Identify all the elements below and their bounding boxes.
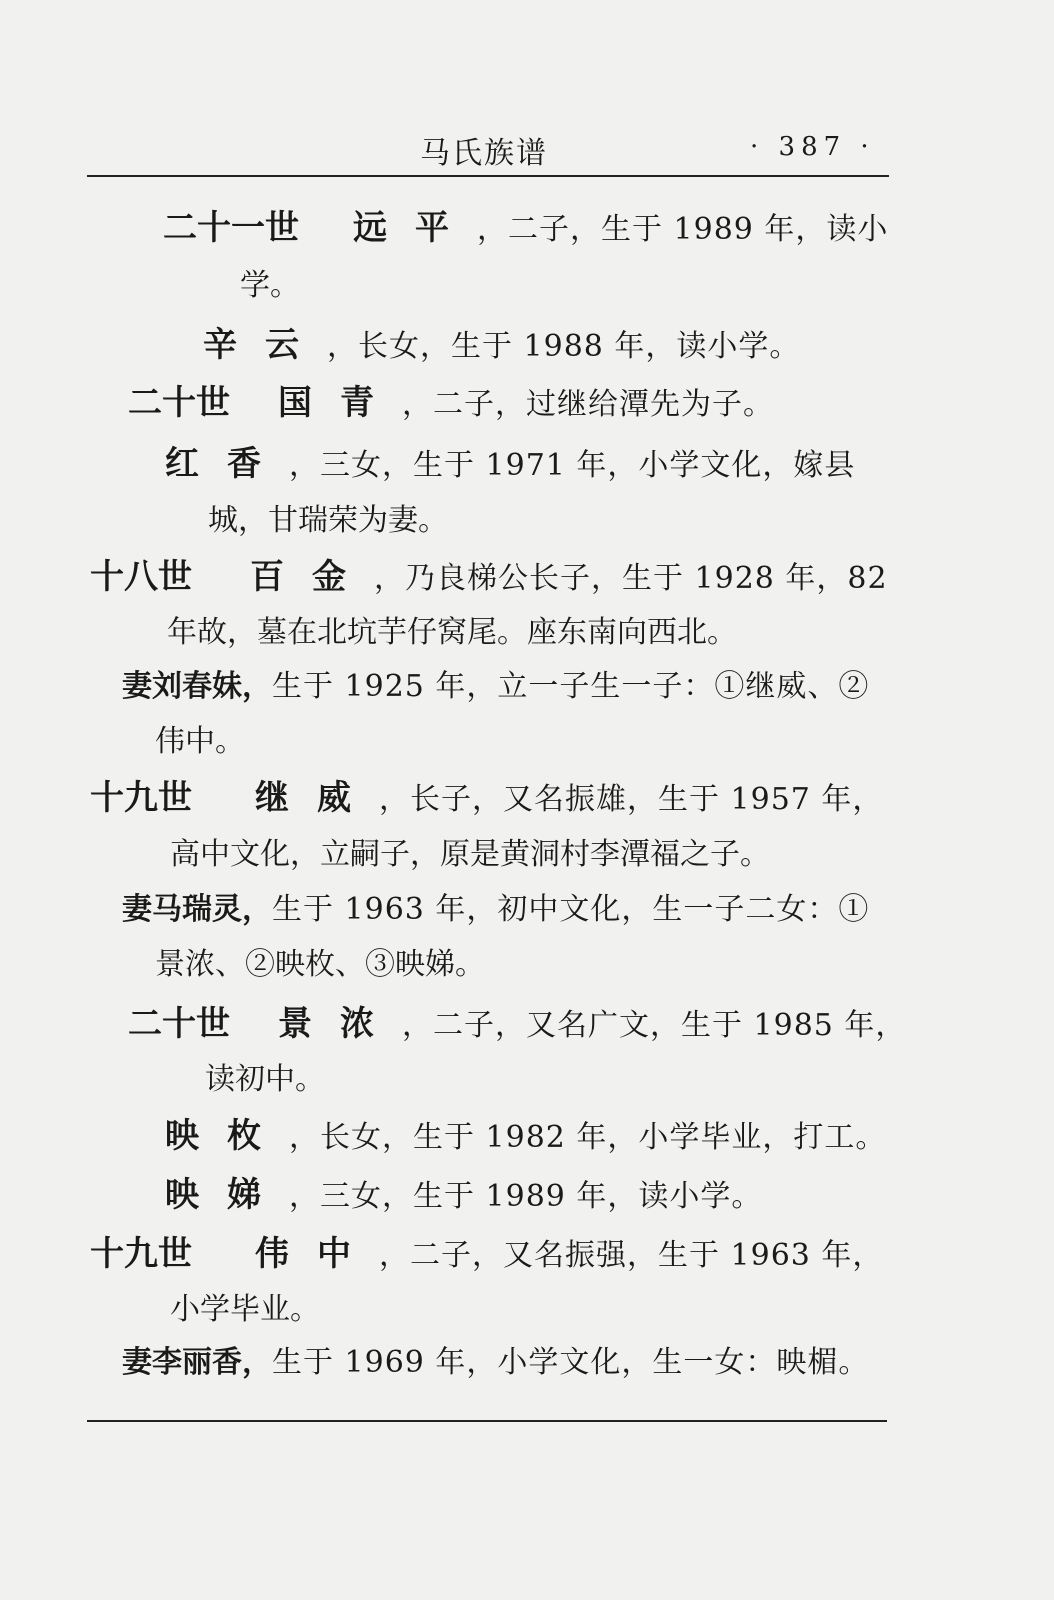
- entry-text: ，三女，生于 1971 年，小学文化，嫁县: [289, 448, 856, 483]
- entry-continuation: 高中文化，立嗣子，原是黄洞村李潭福之子。: [170, 837, 770, 872]
- entry-continuation: 城，甘瑞荣为妻。: [208, 503, 448, 538]
- person-name: 百金: [250, 557, 374, 597]
- person-name: 辛云: [203, 325, 327, 365]
- entry-text: ，二子，又名振强，生于 1963 年，: [379, 1238, 884, 1273]
- person-name: 红香: [165, 444, 289, 484]
- entry-line: [203, 327, 800, 365]
- entry-continuation: 读初中。: [205, 1062, 325, 1097]
- entry-text: ，二子，过继给潭先为子。: [402, 387, 774, 422]
- person-name: 景浓: [278, 1004, 402, 1044]
- page-header-title: 马氏族谱: [420, 136, 548, 171]
- person-name: 远平: [353, 208, 477, 248]
- entry-line: [90, 1236, 883, 1274]
- entry-text: ，三女，生于 1989 年，读小学。: [289, 1179, 763, 1214]
- entry-continuation: 年故，墓在北坑芋仔窝尾。座东南向西北。: [167, 615, 737, 650]
- entry-line: [128, 1006, 906, 1044]
- spouse-name: 妻李丽香，: [122, 1345, 272, 1380]
- generation-label: 二十世: [128, 383, 230, 423]
- page-number: · 387 ·: [750, 132, 875, 162]
- person-name: 映娣: [165, 1175, 289, 1215]
- entry-line: [90, 780, 883, 818]
- generation-label: 二十一世: [163, 208, 299, 248]
- entry-line: [122, 892, 869, 928]
- entry-text: 生于 1969 年，小学文化，生一女：映楣。: [272, 1345, 870, 1380]
- person-name: 伟中: [255, 1234, 379, 1274]
- entry-text: ，长女，生于 1988 年，读小学。: [327, 329, 801, 364]
- entry-line: [165, 1177, 762, 1215]
- generation-label: 十九世: [90, 778, 192, 818]
- entry-continuation: 伟中。: [155, 724, 245, 759]
- generation-label: 二十世: [128, 1004, 230, 1044]
- entry-line: [165, 1118, 886, 1156]
- entry-text: 生于 1963 年，初中文化，生一子二女：①: [272, 892, 870, 927]
- person-name: 映枚: [165, 1116, 289, 1156]
- entry-line: [165, 446, 855, 484]
- entry-text: ，二子，又名广文，生于 1985 年，: [402, 1008, 907, 1043]
- footer-rule: [87, 1420, 887, 1422]
- person-name: 继威: [255, 778, 379, 818]
- entry-line: [163, 210, 888, 248]
- entry-text: ，长女，生于 1982 年，小学毕业，打工。: [289, 1120, 887, 1155]
- generation-label: 十八世: [90, 557, 192, 597]
- entry-text: ，长子，又名振雄，生于 1957 年，: [379, 782, 884, 817]
- entry-line: [90, 559, 888, 597]
- person-name: 国青: [278, 383, 402, 423]
- entry-text: 生于 1925 年，立一子生一子：①继威、②: [272, 669, 870, 704]
- header-rule: [87, 175, 889, 177]
- entry-continuation: 小学毕业。: [170, 1292, 320, 1327]
- entry-line: [128, 385, 774, 423]
- entry-line: [122, 669, 869, 705]
- spouse-name: 妻刘春妹，: [122, 669, 272, 704]
- generation-label: 十九世: [90, 1234, 192, 1274]
- entry-continuation: 学。: [240, 268, 300, 303]
- entry-text: ，二子，生于 1989 年，读小: [477, 212, 889, 247]
- entry-continuation: 景浓、②映枚、③映娣。: [155, 947, 485, 982]
- spouse-name: 妻马瑞灵，: [122, 892, 272, 927]
- entry-line: [122, 1345, 869, 1381]
- entry-text: ，乃良梯公长子，生于 1928 年，82: [374, 561, 888, 596]
